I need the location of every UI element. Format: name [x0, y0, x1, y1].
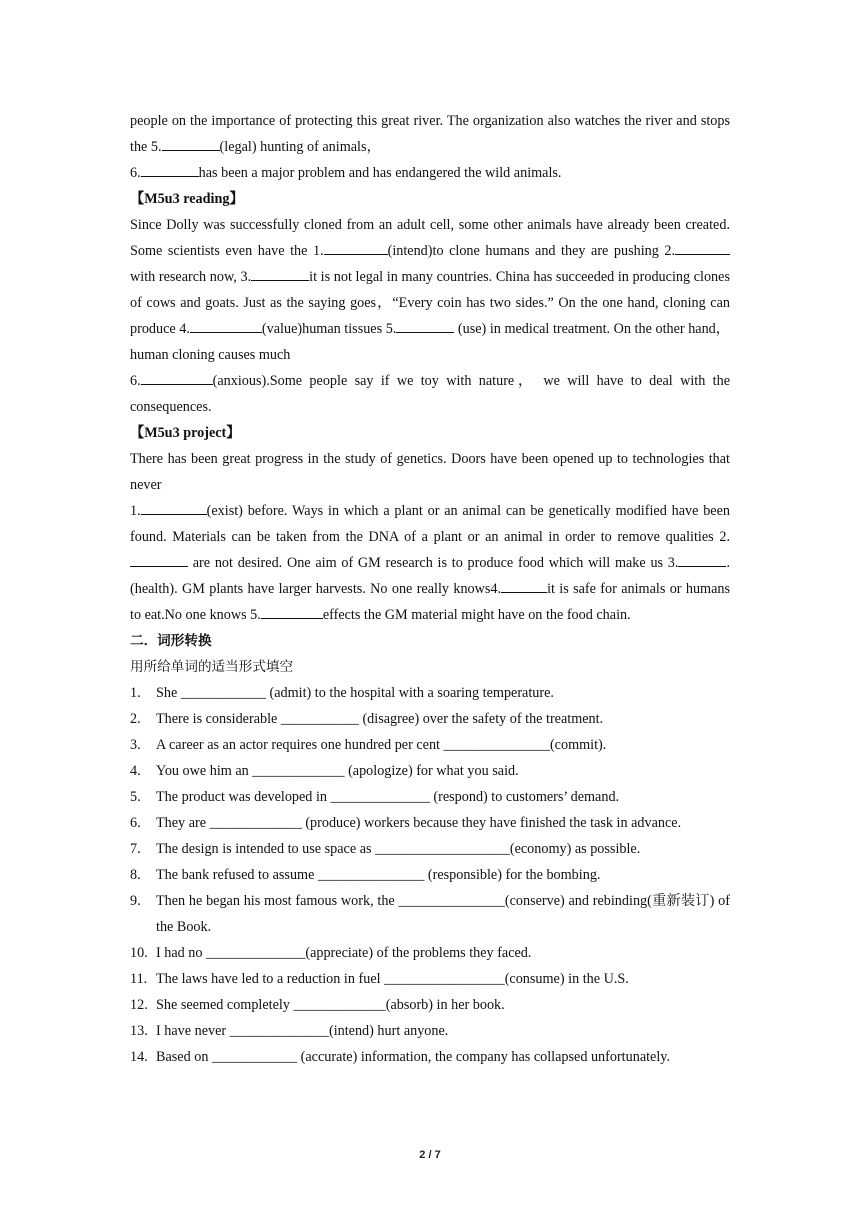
river-text-2: (legal) hunting of animals，	[219, 139, 381, 155]
exercise-item	[130, 1018, 730, 1044]
river-text-3: has been a major problem and has endangered the wild animals.	[198, 165, 562, 181]
exercise-item	[130, 706, 730, 732]
project-paragraph	[130, 446, 730, 498]
item-text: She ____________ (admit) to the hospital with a soaring temperature.	[156, 685, 554, 701]
project-q1-number: 1.	[130, 503, 141, 519]
blank-reading-1[interactable]	[324, 239, 388, 255]
item-text: The bank refused to assume _______________ (responsible) for the bombing.	[156, 867, 601, 883]
reading-text-4: it is not legal in many countries. China has succeeded in producing clones of cows and goats. Just as the saying goes，“Every coin has two sides.” On the one hand, cloning can produce 4.	[130, 269, 730, 337]
reading-q6-number: 6.	[130, 373, 141, 389]
blank-project-3[interactable]	[678, 551, 726, 567]
exercise-item	[130, 758, 730, 784]
blank-project-1[interactable]	[141, 499, 207, 515]
exercise-item	[130, 1044, 730, 1070]
river-paragraph	[130, 108, 730, 160]
item-number: 9.	[130, 893, 141, 909]
item-number: 5.	[130, 789, 141, 805]
item-text: I have never ______________(intend) hurt anyone.	[156, 1023, 449, 1039]
project-text-6: effects the GM material might have on the food chain.	[322, 607, 631, 623]
exercise-item	[130, 836, 730, 862]
item-text: They are _____________ (produce) workers because they have finished the task in advance.	[156, 815, 682, 831]
project-text-4: .(health). GM plants have larger harvests. No one really knows4.	[130, 555, 730, 597]
river-text-1: people on the importance of protecting this great river. The organization also watches the river and stops the 5.	[130, 113, 730, 155]
exercise-item	[130, 810, 730, 836]
blank-reading-4[interactable]	[190, 317, 262, 333]
river-paragraph-2	[130, 160, 730, 186]
exercise-item	[130, 966, 730, 992]
blank-reading-2[interactable]	[675, 239, 730, 255]
item-number: 11.	[130, 971, 148, 987]
project-text-2: (exist) before. Ways in which a plant or an animal can be genetically modified have been found. Materials can be taken from the DNA of a plant or an animal in order to remove qualities 2.	[130, 503, 730, 545]
exercise-item	[130, 888, 730, 940]
item-text: A career as an actor requires one hundred per cent _______________(commit).	[156, 737, 607, 753]
blank-reading-5[interactable]	[396, 317, 454, 333]
item-number: 6.	[130, 815, 141, 831]
reading-text-6: (use) in medical treatment. On the other hand，human cloning causes much	[130, 321, 730, 363]
item-text: There is considerable ___________ (disagree) over the safety of the treatment.	[156, 711, 604, 727]
document-page	[130, 108, 730, 1070]
project-text-3: are not desired. One aim of GM research is to produce food which will make us 3.	[188, 555, 679, 571]
item-number: 1.	[130, 685, 141, 701]
project-text-5: it is safe for animals or humans to eat.No one knows 5.	[130, 581, 730, 623]
item-text: I had no ______________(appreciate) of the problems they faced.	[156, 945, 532, 961]
item-number: 3.	[130, 737, 141, 753]
blank-project-4[interactable]	[501, 577, 547, 593]
reading-paragraph	[130, 212, 730, 368]
item-number: 12.	[130, 997, 148, 1013]
item-number: 8.	[130, 867, 141, 883]
reading-text-3: with research now, 3.	[130, 269, 252, 285]
exercise-item	[130, 732, 730, 758]
blank-reading-6[interactable]	[141, 369, 213, 385]
reading-text-1: Since Dolly was successfully cloned from an adult cell, some other animals have already been created. Some scientists even have the 1.	[130, 217, 730, 259]
exercise-item	[130, 940, 730, 966]
blank-reading-3[interactable]	[251, 265, 309, 281]
exercise-list	[130, 680, 730, 1070]
blank-project-5[interactable]	[261, 603, 323, 619]
item-text: The product was developed in ______________ (respond) to customers’ demand.	[156, 789, 620, 805]
project-paragraph-2	[130, 498, 730, 628]
reading-text-2: (intend)to clone humans and they are pushing 2.	[387, 243, 676, 259]
page-number: 2 / 7	[419, 1149, 441, 1161]
project-text-1: There has been great progress in the study of genetics. Doors have been opened up to technologies that never	[130, 451, 730, 493]
exercise-item	[130, 680, 730, 706]
item-text: Based on ____________ (accurate) information, the company has collapsed unfortunately.	[156, 1049, 671, 1065]
section-two-heading: 二．词形转换	[130, 633, 212, 649]
item-number: 14.	[130, 1049, 148, 1065]
item-number: 13.	[130, 1023, 148, 1039]
item-text: You owe him an _____________ (apologize) for what you said.	[156, 763, 519, 779]
blank-river-6[interactable]	[141, 161, 199, 177]
reading-heading: 【M5u3 reading】	[130, 191, 244, 207]
item-number: 2.	[130, 711, 141, 727]
item-text: The laws have led to a reduction in fuel _________________(consume) in the U.S.	[156, 971, 629, 987]
blank-river-5[interactable]	[162, 135, 220, 151]
item-text: She seemed completely _____________(absorb) in her book.	[156, 997, 505, 1013]
exercise-item	[130, 784, 730, 810]
river-q6-number: 6.	[130, 165, 141, 181]
reading-paragraph-2	[130, 368, 730, 420]
exercise-item	[130, 992, 730, 1018]
exercise-item	[130, 862, 730, 888]
project-heading: 【M5u3 project】	[130, 425, 241, 441]
item-text: Then he began his most famous work, the _______________(conserve) and rebinding(重新装订) of the Book.	[156, 893, 730, 935]
item-number: 4.	[130, 763, 141, 779]
section-two-instruction: 用所给单词的适当形式填空	[130, 659, 294, 675]
reading-text-5: (value)human tissues 5.	[261, 321, 397, 337]
item-number: 7.	[130, 841, 141, 857]
blank-project-2[interactable]	[130, 551, 188, 567]
item-number: 10.	[130, 945, 148, 961]
item-text: The design is intended to use space as ___________________(economy) as possible.	[156, 841, 641, 857]
reading-text-7: (anxious).Some people say if we toy with nature， we will have to deal with the consequences.	[130, 373, 730, 415]
